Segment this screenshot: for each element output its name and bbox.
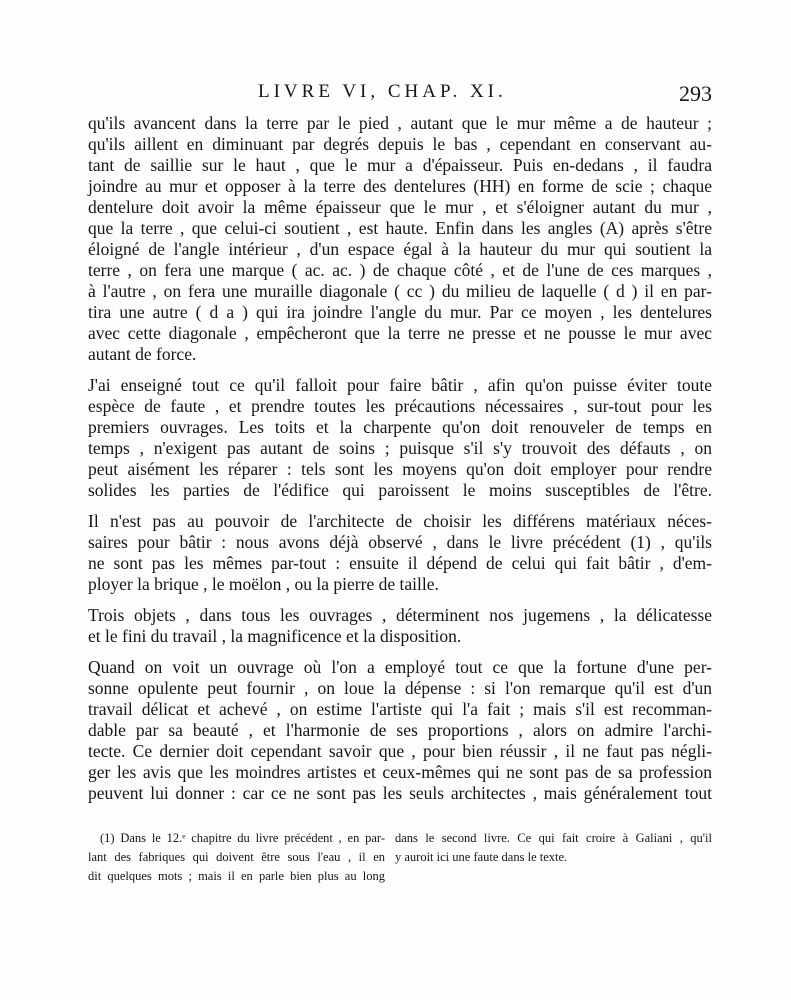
- text-line: premiers ouvrages. Les toits et la charpente qu'on doit renouveler de temps en: [88, 417, 712, 437]
- text-line: Trois objets , dans tous les ouvrages , déterminent nos jugemens , la délicatesse: [88, 605, 712, 625]
- text-line: ger les avis que les moindres artistes et ceux-mêmes qui ne sont pas de sa profession: [88, 762, 712, 782]
- text-line: joindre au mur et opposer à la terre des dentelures (HH) en forme de scie ; chaque: [88, 176, 712, 196]
- footnote-column-right: [395, 829, 712, 867]
- footnotes: [88, 829, 712, 899]
- text-line: avec cette diagonale , empêcheront que la terre ne presse et ne pousse le mur avec: [88, 323, 712, 343]
- running-title: LIVRE VI, CHAP. XI.: [258, 81, 507, 102]
- text-line: solides les parties de l'édifice qui paroissent le moins susceptibles de l'être.: [88, 480, 712, 500]
- text-line: et le fini du travail , la magnificence et la disposition.: [88, 626, 462, 646]
- footnote-line: y auroit ici une faute dans le texte.: [395, 850, 568, 864]
- footnote-line: lant des fabriques qui doivent être sous l'eau , il en: [88, 850, 385, 864]
- text-line: que la terre , que celui-ci soutient , est haute. Enfin dans les angles (A) après s'être: [88, 218, 712, 238]
- text-line: peuvent lui donner : car ce ne sont pas les seuls architectes , mais généralement tout: [88, 783, 712, 803]
- page-number: 293: [679, 81, 712, 106]
- text-line: terre , on fera une marque ( ac. ac. ) de chaque côté , et de l'une de ces marques ,: [88, 260, 712, 280]
- paragraph: [88, 657, 712, 804]
- text-line: travail délicat et achevé , on estime l'artiste qui l'a fait ; mais s'il est recomman-: [88, 699, 712, 719]
- text-line: tant de saillie sur le haut , que le mur a d'épaisseur. Puis en-dedans , il faudra: [88, 155, 712, 175]
- body-text: [88, 113, 712, 804]
- text-line: à l'autre , on fera une muraille diagonale ( cc ) du milieu de laquelle ( d ) il en par-: [88, 281, 712, 301]
- text-line: sonne opulente peut fournir , on loue la dépense : si l'on remarque qu'il est d'un: [88, 678, 712, 698]
- paragraph: [88, 113, 712, 365]
- text-line: qu'ils aillent en diminuant par degrés depuis le bas , cependant en conservant au-: [88, 134, 712, 154]
- text-line: temps , n'exigent pas autant de soins ; puisque s'il s'y trouvoit des défauts , on: [88, 438, 712, 458]
- text-line: espèce de faute , et prendre toutes les précautions nécessaires , sur-tout pour les: [88, 396, 712, 416]
- footnote-line: (1) Dans le 12.ᵉ chapitre du livre précédent , en par-: [100, 831, 385, 845]
- text-line: dentelure doit avoir la même épaisseur que le mur , et s'éloigner autant du mur ,: [88, 197, 712, 217]
- text-line: tecte. Ce dernier doit cependant savoir que , pour bien réussir , il ne faut pas négli-: [88, 741, 712, 761]
- footnote-line: dans le second livre. Ce qui fait croire à Galiani , qu'il: [395, 831, 712, 845]
- paragraph: [88, 511, 712, 595]
- paragraph: [88, 605, 712, 647]
- footnote-column-left: [88, 829, 385, 886]
- text-line: autant de force.: [88, 344, 197, 364]
- paragraph: [88, 375, 712, 501]
- text-line: J'ai enseigné tout ce qu'il falloit pour faire bâtir , afin qu'on puisse éviter toute: [88, 375, 712, 395]
- text-line: dable par sa beauté , et l'harmonie de ses proportions , alors on admire l'archi-: [88, 720, 712, 740]
- text-line: qu'ils avancent dans la terre par le pied , autant que le mur même a de hauteur ;: [88, 113, 712, 133]
- text-line: éloigné de l'angle intérieur , d'un espace égal à la hauteur du mur qui soutient la: [88, 239, 712, 259]
- text-line: ne sont pas les mêmes par-tout : ensuite il dépend de celui qui fait bâtir , d'em-: [88, 553, 712, 573]
- text-line: Il n'est pas au pouvoir de l'architecte de choisir les différens matériaux néces-: [88, 511, 712, 531]
- text-line: ployer la brique , le moëlon , ou la pierre de taille.: [88, 574, 439, 594]
- text-line: tira une autre ( d a ) qui ira joindre l'angle du mur. Par ce moyen , les dentelures: [88, 302, 712, 322]
- text-line: peut aisément les réparer : tels sont les moyens qu'on doit employer pour rendre: [88, 459, 712, 479]
- footnote-line: dit quelques mots ; mais il en parle bien plus au long: [88, 869, 385, 883]
- text-line: Quand on voit un ouvrage où l'on a employé tout ce que la fortune d'une per-: [88, 657, 712, 677]
- text-line: saires pour bâtir : nous avons déjà observé , dans le livre précédent (1) , qu'ils: [88, 532, 712, 552]
